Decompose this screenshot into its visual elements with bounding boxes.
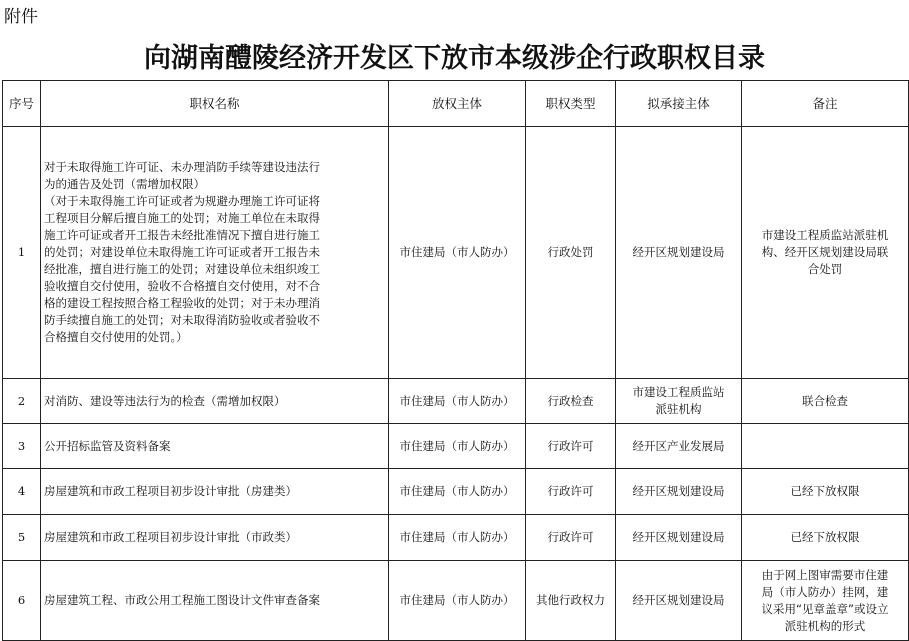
row-number-cell: 5	[3, 515, 41, 561]
power-catalog-table	[2, 80, 909, 641]
power-name-line: 格的建设工程按照合格工程验收的处罚；对于未办理消	[44, 296, 320, 310]
power-type-cell: 行政处罚	[526, 127, 616, 379]
power-name-cell	[41, 127, 389, 379]
power-name-line: 施工许可证或者开工报告未经批准情况下擅自进行施工	[44, 228, 320, 242]
receiving-subject-line: 派驻机构	[655, 402, 702, 416]
receiving-subject-cell	[616, 127, 742, 379]
table-row	[3, 469, 909, 515]
row-number-cell: 6	[3, 561, 41, 641]
remark-line: 由于网上图审需要市住建	[761, 567, 889, 582]
remark-line: 派驻机构的形式	[784, 618, 866, 633]
power-name-cell	[41, 515, 389, 561]
power-name-line: 对消防、建设等违法行为的检查（需增加权限）	[44, 393, 286, 408]
power-name-line: 的处罚；对建设单位未取得施工许可证或者开工报告未	[44, 245, 320, 259]
remark-cell	[742, 515, 909, 561]
column-header-name: 职权名称	[41, 81, 389, 127]
receiving-subject-line: 经开区规划建设局	[632, 245, 725, 259]
power-name-cell	[41, 469, 389, 515]
remark-cell	[742, 379, 909, 424]
table-row	[3, 561, 909, 641]
remark-line: 已经下放权限	[790, 530, 860, 544]
receiving-subject-cell	[616, 424, 742, 469]
row-number-cell: 3	[3, 424, 41, 469]
delegating-subject-cell: 市住建局（市人防办）	[389, 127, 526, 379]
power-name-line: 为的通告及处罚（需增加权限）	[44, 177, 205, 191]
delegating-subject-cell: 市住建局（市人防办）	[389, 379, 526, 424]
delegating-subject-cell: 市住建局（市人防办）	[389, 469, 526, 515]
power-name-line: 防手续擅自施工的处罚；对未取得消防验收或者验收不	[44, 313, 320, 327]
receiving-subject-cell	[616, 469, 742, 515]
power-name-line: 经批准，擅自进行施工的处罚；对建设单位未组织竣工	[44, 262, 320, 276]
receiving-subject-cell	[616, 515, 742, 561]
power-name-line: 房屋建筑和市政工程项目初步设计审批（房建类）	[44, 484, 297, 498]
receiving-subject-line: 经开区规划建设局	[632, 593, 725, 607]
attachment-label: 附件	[4, 7, 38, 27]
receiving-subject-line: 经开区产业发展局	[632, 438, 725, 453]
column-header-receiver: 拟承接主体	[616, 81, 742, 127]
column-header-type: 职权类型	[526, 81, 616, 127]
receiving-subject-line: 市建设工程质监站	[632, 385, 725, 399]
power-name-line: 房屋建筑工程、市政公用工程施工图设计文件审查备案	[44, 593, 320, 607]
receiving-subject-cell	[616, 379, 742, 424]
delegating-subject-cell: 市住建局（市人防办）	[389, 561, 526, 641]
row-number-cell: 1	[3, 127, 41, 379]
row-number-cell: 2	[3, 379, 41, 424]
row-number-cell: 4	[3, 469, 41, 515]
power-type-cell: 行政许可	[526, 424, 616, 469]
power-name-line: 对于未取得施工许可证、未办理消防手续等建设违法行	[44, 160, 320, 174]
table-row	[3, 515, 909, 561]
receiving-subject-line: 经开区规划建设局	[632, 484, 725, 498]
table-header-row	[3, 81, 909, 127]
remark-cell	[742, 561, 909, 641]
receiving-subject-line: 经开区规划建设局	[632, 530, 725, 544]
power-name-line: 合格擅自交付使用的处罚。）	[44, 330, 188, 344]
remark-line: 合处罚	[807, 262, 843, 276]
power-name-cell	[41, 561, 389, 641]
power-name-line: 公开招标监管及资料备案	[44, 438, 171, 453]
remark-cell	[742, 469, 909, 515]
receiving-subject-cell	[616, 561, 742, 641]
table-body	[3, 127, 909, 641]
power-name-cell	[41, 424, 389, 469]
remark-line: 已经下放权限	[790, 484, 860, 498]
power-name-line: （对于未取得施工许可证或者为规避办理施工许可证将	[44, 194, 320, 208]
remark-cell	[742, 127, 909, 379]
power-name-cell	[41, 379, 389, 424]
remark-line: 议采用“见章盖章”或设立	[761, 601, 889, 616]
column-header-no: 序号	[3, 81, 41, 127]
document-title: 向湖南醴陵经济开发区下放市本级涉企行政职权目录	[144, 43, 765, 74]
power-name-line: 工程项目分解后擅自施工的处罚；对施工单位在未取得	[44, 211, 320, 225]
power-type-cell: 行政许可	[526, 469, 616, 515]
power-name-line: 房屋建筑和市政工程项目初步设计审批（市政类）	[44, 530, 297, 544]
remark-line: 市建设工程质监站派驻机	[761, 228, 889, 242]
remark-cell	[742, 424, 909, 469]
power-name-line: 验收擅自交付使用，验收不合格擅自交付使用，对不合	[44, 279, 320, 293]
remark-line: 局（市人防办）挂网，建	[761, 584, 889, 599]
power-type-cell: 其他行政权力	[526, 561, 616, 641]
column-header-note: 备注	[742, 81, 909, 127]
delegating-subject-cell: 市住建局（市人防办）	[389, 424, 526, 469]
delegating-subject-cell: 市住建局（市人防办）	[389, 515, 526, 561]
table-row	[3, 127, 909, 379]
remark-line: 联合检查	[802, 393, 848, 408]
table-row	[3, 379, 909, 424]
power-type-cell: 行政检查	[526, 379, 616, 424]
column-header-subject: 放权主体	[389, 81, 526, 127]
power-type-cell: 行政许可	[526, 515, 616, 561]
table-row	[3, 424, 909, 469]
remark-line: 构、经开区规划建设局联	[761, 245, 889, 259]
